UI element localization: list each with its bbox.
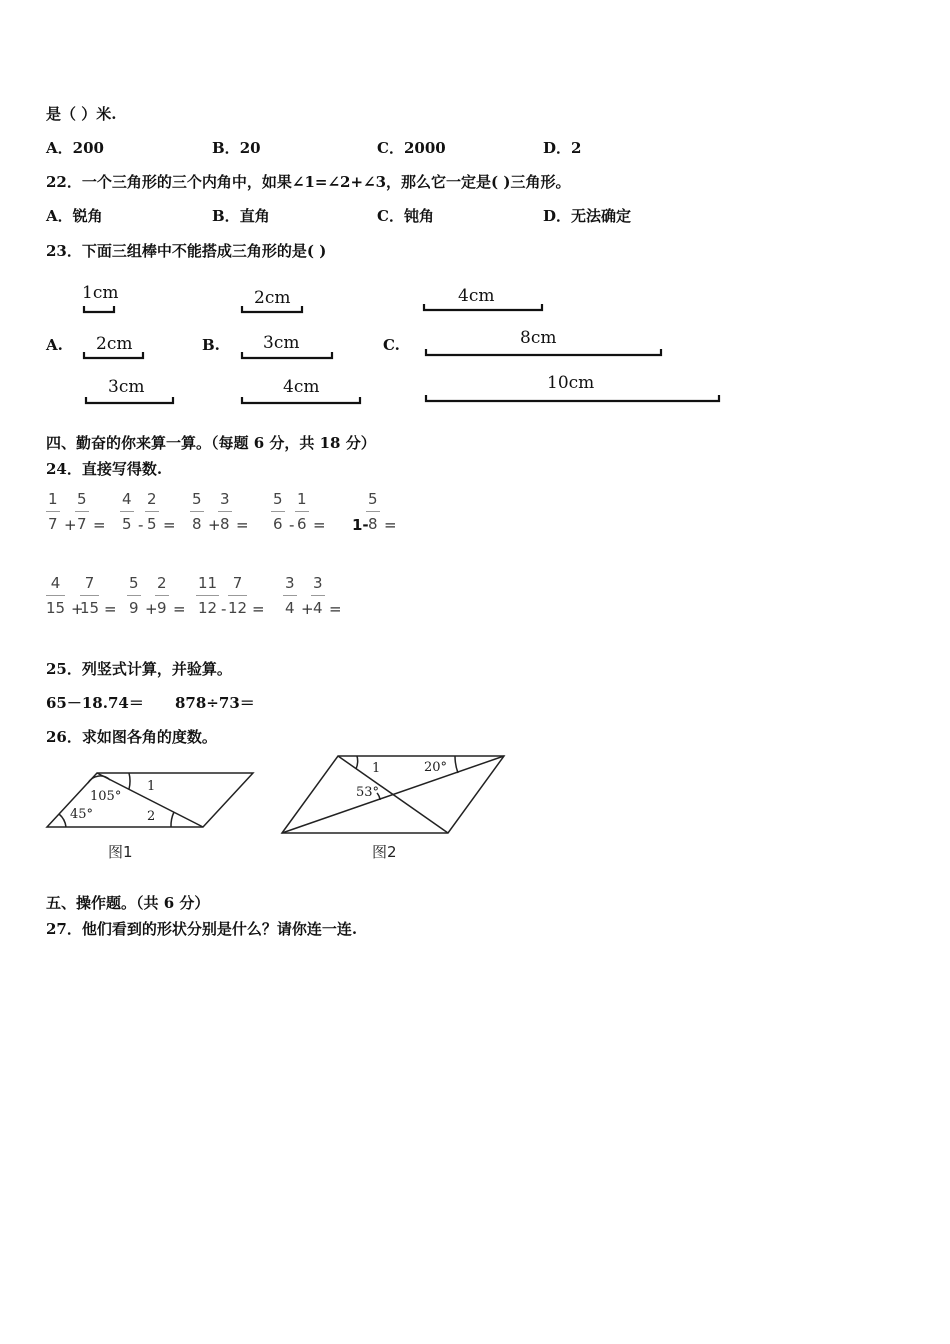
equals-sign: =: [163, 516, 176, 534]
operator: +: [208, 516, 221, 534]
fraction: $\frac{3}{4}$: [313, 574, 323, 617]
stick-b2-label: 3cm: [263, 333, 300, 353]
q22-option-a[interactable]: A．锐角: [46, 207, 103, 225]
fraction: $\frac{5}{6}$: [273, 490, 283, 533]
fraction: $\frac{4}{15}$: [46, 574, 66, 617]
q22-option-d[interactable]: D．无法确定: [543, 207, 632, 225]
q25-stem: 25．列竖式计算，并验算。: [46, 660, 232, 678]
operator: +: [145, 600, 158, 618]
q23-option-b-label[interactable]: B.: [202, 336, 220, 354]
equals-sign: =: [93, 516, 106, 534]
equals-sign: =: [384, 516, 397, 534]
section-5-title: 五、操作题。（共 6 分）: [46, 894, 210, 912]
angle-arc-fig2-1: [356, 756, 358, 769]
stick-c1-label: 4cm: [458, 286, 495, 306]
stick-b3-label: 4cm: [283, 377, 320, 397]
fraction: $\frac{7}{15}$: [80, 574, 100, 617]
fraction: $\frac{4}{5}$: [122, 490, 132, 533]
angle-label-53: 53°: [356, 785, 380, 800]
equals-sign: =: [104, 600, 117, 618]
operator: +: [64, 516, 77, 534]
fraction: $\frac{1}{6}$: [297, 490, 307, 533]
q21-option-c[interactable]: C．2000: [377, 139, 446, 157]
fraction: $\frac{3}{4}$: [285, 574, 295, 617]
equals-sign: =: [236, 516, 249, 534]
prefix-one-minus: 1-: [352, 516, 369, 534]
fraction: $\frac{5}{8}$: [368, 490, 378, 533]
q24-stem: 24．直接写得数.: [46, 460, 163, 478]
equals-sign: =: [173, 600, 186, 618]
q21-option-d[interactable]: D．2: [543, 139, 582, 157]
figure-2: [282, 756, 504, 833]
diagonal-2b: [282, 756, 504, 833]
q26-stem: 26．求如图各角的度数。: [46, 728, 217, 746]
section-4-title: 四、勤奋的你来算一算。（每题 6 分，共 18 分）: [46, 434, 376, 452]
fraction: $\frac{2}{9}$: [157, 574, 167, 617]
q25-expr-2: 878÷73＝: [175, 694, 255, 712]
operator: -: [289, 516, 295, 534]
q23-option-a-label[interactable]: A.: [46, 336, 63, 354]
q23-option-c-label[interactable]: C.: [383, 336, 400, 354]
operator: +: [71, 600, 84, 618]
fraction: $\frac{5}{7}$: [77, 490, 87, 533]
q22-option-b[interactable]: B．直角: [212, 207, 270, 225]
angle-label-2: 2: [147, 809, 156, 824]
fraction: $\frac{5}{9}$: [129, 574, 139, 617]
operator: -: [221, 600, 227, 618]
q22-option-c[interactable]: C．钝角: [377, 207, 434, 225]
stick-b1-label: 2cm: [254, 288, 291, 308]
figure-2-caption: 图2: [372, 843, 397, 861]
q27-stem: 27．他们看到的形状分别是什么？请你连一连.: [46, 920, 358, 938]
q21-stem-tail: 是（ ）米.: [46, 105, 117, 123]
angle-label-20: 20°: [424, 760, 448, 775]
angle-arc-2: [171, 812, 174, 827]
figure-1-caption: 图1: [108, 843, 133, 861]
stick-c3-label: 10cm: [547, 373, 595, 393]
angle-arc-45: [59, 814, 66, 827]
fraction: $\frac{7}{12}$: [228, 574, 248, 617]
q23-stem: 23．下面三组棒中不能搭成三角形的是( ): [46, 242, 327, 260]
fraction: $\frac{5}{8}$: [192, 490, 202, 533]
equals-sign: =: [252, 600, 265, 618]
q25-expr-1: 65－18.74＝: [46, 694, 144, 712]
operator: +: [301, 600, 314, 618]
angle-label-1: 1: [147, 779, 156, 794]
angle-arc-105: [88, 776, 110, 783]
equals-sign: =: [329, 600, 342, 618]
fraction: $\frac{11}{12}$: [198, 574, 218, 617]
fraction: $\frac{1}{7}$: [48, 490, 58, 533]
stick-a2-label: 2cm: [96, 334, 133, 354]
stick-c2-label: 8cm: [520, 328, 557, 348]
fraction: $\frac{3}{8}$: [220, 490, 230, 533]
angle-label-fig2-1: 1: [372, 761, 381, 776]
stick-a3-label: 3cm: [108, 377, 145, 397]
q22-stem: 22．一个三角形的三个内角中，如果∠1=∠2+∠3，那么它一定是( )三角形。: [46, 173, 571, 191]
fraction: $\frac{2}{5}$: [147, 490, 157, 533]
q21-option-a[interactable]: A．200: [46, 139, 104, 157]
operator: -: [138, 516, 144, 534]
angle-arc-1: [129, 773, 130, 789]
equals-sign: =: [313, 516, 326, 534]
q21-option-b[interactable]: B．20: [212, 139, 261, 157]
stick-a1-label: 1cm: [82, 283, 119, 303]
angle-label-105: 105°: [90, 789, 122, 804]
angle-label-45: 45°: [70, 807, 94, 822]
angle-arc-20: [455, 756, 458, 773]
